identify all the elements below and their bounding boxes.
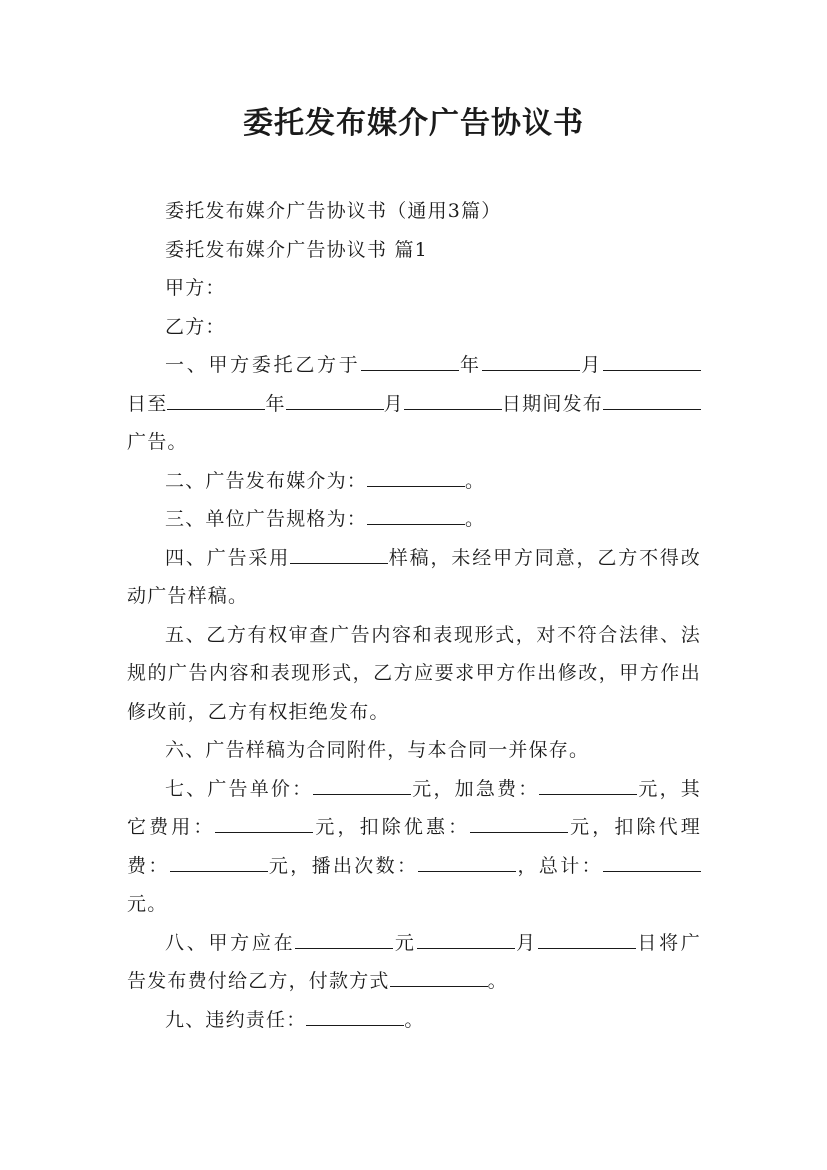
fill-in-blank (539, 774, 637, 795)
paragraph-text: 三、单位广告规格为： (165, 508, 368, 530)
paragraph-text: 元 (393, 931, 417, 954)
paragraph-text: 元，加急费： (411, 777, 540, 800)
paragraph-text: 甲方： (165, 277, 226, 299)
paragraph-text: 。 (487, 970, 508, 992)
paragraph (127, 308, 701, 347)
document-title: 委托发布媒介广告协议书 (243, 106, 584, 141)
paragraph (127, 616, 701, 732)
fill-in-blank (367, 504, 465, 525)
paragraph (127, 500, 701, 539)
fill-in-blank (418, 851, 516, 872)
fill-in-blank (306, 1005, 404, 1026)
paragraph-text: 日期间发布 (501, 392, 603, 415)
paragraph-text: 委托发布媒介广告协议书 篇1 (165, 238, 428, 261)
paragraph-text: 乙方： (165, 315, 226, 338)
paragraph-text: 广告。 (127, 431, 188, 453)
fill-in-blank (390, 966, 488, 987)
fill-in-blank (367, 466, 465, 487)
fill-in-blank (417, 928, 515, 949)
fill-in-blank (603, 389, 701, 410)
fill-in-blank (286, 389, 384, 410)
fill-in-blank (290, 543, 388, 564)
paragraph (127, 462, 701, 501)
paragraph-text: 七、广告单价： (165, 777, 314, 800)
fill-in-blank (295, 928, 393, 949)
paragraph-text: 八、甲方应在 (165, 931, 296, 954)
paragraph (127, 269, 701, 308)
paragraph-text: 二、广告发布媒介为： (165, 469, 368, 492)
paragraph-text: 。 (465, 508, 486, 530)
paragraph-text: 一、甲方委托乙方于 (165, 354, 361, 376)
paragraph-text: 月 (514, 931, 538, 954)
paragraph (127, 539, 701, 616)
paragraph-text: 委托发布媒介广告协议书（通用3篇） (165, 200, 502, 222)
fill-in-blank (167, 389, 265, 410)
paragraph-text: 元，扣除代理费： (127, 816, 701, 877)
paragraph-text: 元，其它费用： (127, 777, 701, 838)
paragraph-text: 日至 (127, 392, 168, 415)
fill-in-blank (361, 350, 459, 371)
paragraph-text: 元，播出次数： (267, 854, 419, 877)
paragraph-text: 五、乙方有权审查广告内容和表现形式，对不符合法律、法规的广告内容和表现形式，乙方应要求甲方作出修改，甲方作出修改前，乙方有权拒绝发布。 (127, 623, 701, 723)
fill-in-blank (404, 389, 502, 410)
paragraph-text: 年 (458, 354, 482, 376)
paragraph-text: 样稿，未经甲方同意，乙方不得改动广告样稿。 (127, 546, 701, 607)
fill-in-blank (482, 350, 580, 371)
fill-in-blank (603, 851, 701, 872)
paragraph (127, 346, 701, 462)
document-body (127, 192, 701, 1039)
fill-in-blank (603, 350, 701, 371)
paragraph-text: 日将广告发布费付给乙方，付款方式 (127, 931, 702, 992)
paragraph-text: 。 (465, 469, 486, 492)
paragraph-text: 月 (579, 354, 603, 376)
fill-in-blank (470, 812, 568, 833)
fill-in-blank (538, 928, 636, 949)
fill-in-blank (170, 851, 268, 872)
paragraph (127, 924, 701, 1001)
paragraph-text: 四、广告采用 (165, 546, 291, 569)
paragraph-text: 六、广告样稿为合同附件，与本合同一并保存。 (165, 739, 590, 761)
fill-in-blank (215, 812, 313, 833)
paragraph (127, 231, 701, 270)
paragraph (127, 192, 701, 231)
paragraph-text: 月 (383, 392, 404, 415)
paragraph-text: 年 (265, 392, 286, 415)
fill-in-blank (313, 774, 411, 795)
paragraph (127, 770, 701, 924)
paragraph-text: 。 (404, 1008, 425, 1031)
paragraph (127, 1001, 701, 1040)
paragraph-text: 九、违约责任： (165, 1008, 307, 1031)
paragraph-text: 元。 (127, 893, 168, 915)
paragraph-text: 元，扣除优惠： (313, 816, 471, 838)
paragraph-text: ，总计： (516, 854, 603, 877)
paragraph (127, 731, 701, 770)
